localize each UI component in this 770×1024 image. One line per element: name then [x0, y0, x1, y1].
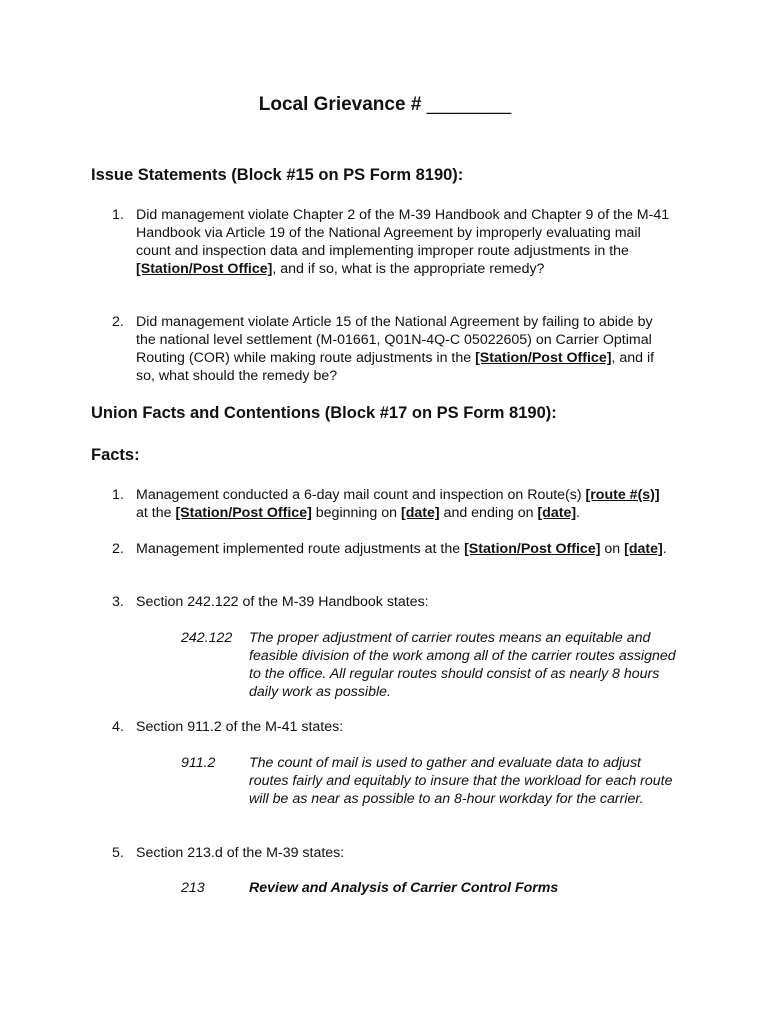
quote-text: Review and Analysis of Carrier Control Forms — [249, 880, 559, 896]
fact-text — [136, 540, 672, 558]
fact-number: 4. — [112, 719, 124, 735]
page-title — [0, 94, 770, 116]
fact-number: 3. — [112, 594, 124, 610]
issue-number: 1. — [112, 207, 124, 223]
placeholder-date: [date] — [400, 505, 440, 521]
fact-number: 2. — [112, 541, 124, 557]
union-facts-heading: Union Facts and Contentions (Block #17 on PS Form 8190): — [91, 404, 557, 422]
title-text: Local Grievance # — [258, 94, 422, 115]
fact-text: Section 911.2 of the M-41 states: — [136, 719, 344, 735]
fact-text-part: beginning on — [311, 505, 401, 521]
fact-number: 5. — [112, 845, 124, 861]
issue-text — [136, 206, 672, 278]
fact-text-part: at the — [136, 505, 176, 521]
fact-text-part: . — [662, 541, 667, 557]
fact-text-part: Management conducted a 6-day mail count and inspection on Route(s) — [136, 487, 586, 503]
fact-text: Section 213.d of the M-39 states: — [136, 845, 345, 861]
facts-heading: Facts: — [91, 446, 140, 464]
quote-text: The count of mail is used to gather and evaluate data to adjust routes fairly and equitably to insure that the workload for each route will be as near as possible to an 8-hour workday for the carrier. — [249, 755, 673, 807]
placeholder-date: [date] — [537, 505, 577, 521]
fact-item-4 — [112, 718, 672, 736]
issue-text — [136, 313, 672, 385]
fact-item-2 — [112, 540, 672, 558]
fact-item-5 — [112, 844, 672, 862]
fact-text-part: Management implemented route adjustments at the — [136, 541, 465, 557]
fact-text-part: . — [576, 505, 581, 521]
fact-text — [136, 486, 672, 522]
fact-item-1 — [112, 486, 672, 522]
placeholder-station: [Station/Post Office] — [464, 541, 601, 557]
grievance-number-blank: ________ — [426, 94, 512, 115]
placeholder-station: [Station/Post Office] — [175, 505, 312, 521]
quote-text: The proper adjustment of carrier routes means an equitable and feasible division of the work among all of the carrier routes assigned to the office. All regular routes should consist of as nearly 8 hours daily work as possible. — [249, 630, 676, 700]
fact-number: 1. — [112, 487, 124, 503]
issue-text-part: , and if so, what should the remedy be? — [136, 350, 655, 384]
placeholder-station: [Station/Post Office] — [475, 350, 612, 366]
quote-242-122 — [181, 629, 681, 701]
fact-item-3 — [112, 593, 672, 611]
issue-number: 2. — [112, 314, 124, 330]
quote-section-number: 911.2 — [181, 755, 216, 771]
issue-item-1 — [112, 206, 672, 278]
quote-911-2 — [181, 754, 681, 808]
fact-text-part: on — [600, 541, 625, 557]
placeholder-station: [Station/Post Office] — [136, 261, 273, 277]
issue-statements-heading: Issue Statements (Block #15 on PS Form 8190): — [91, 166, 464, 184]
quote-213 — [181, 879, 681, 897]
issue-item-2 — [112, 313, 672, 385]
issue-text-part: Did management violate Article 15 of the National Agreement by failing to abide by the national level settlement (M-01661, Q01N-4Q-C 05022605) on Carrier Optimal Routing (COR) while making route adjustments in the — [136, 314, 653, 366]
issue-text-part: Did management violate Chapter 2 of the M-39 Handbook and Chapter 9 of the M-41 Handbook via Article 19 of the National Agreement by improperly evaluating mail count and inspection data and implementing improper route adjustments in the — [136, 207, 670, 259]
fact-text: Section 242.122 of the M-39 Handbook states: — [136, 594, 429, 610]
fact-text-part: and ending on — [439, 505, 538, 521]
placeholder-date: [date] — [624, 541, 663, 557]
placeholder-route: [route #(s)] — [585, 487, 660, 503]
issue-text-part: , and if so, what is the appropriate remedy? — [272, 261, 545, 277]
quote-section-number: 242.122 — [181, 630, 233, 646]
quote-section-number: 213 — [181, 880, 205, 896]
